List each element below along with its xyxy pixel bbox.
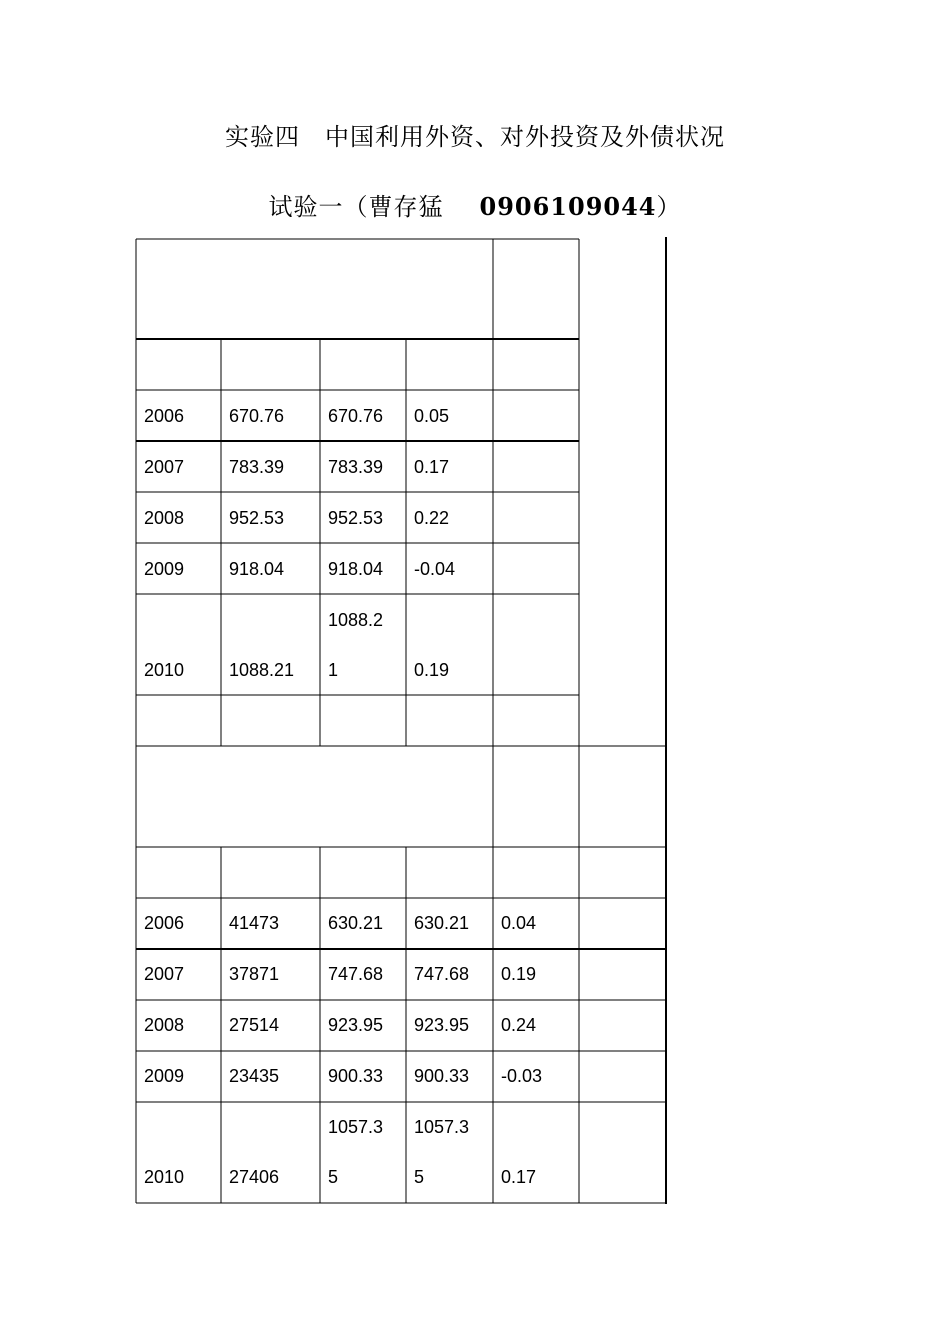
- growth-cell: 0.17: [501, 1167, 537, 1187]
- year-cell: 2010: [144, 660, 185, 680]
- year-cell: 2009: [144, 559, 185, 579]
- value-cell: 37871: [229, 964, 280, 984]
- growth-cell: 0.19: [414, 660, 450, 680]
- value-cell: 41473: [229, 913, 280, 933]
- student-id: 0906109044: [479, 192, 657, 221]
- value-cell: 670.76: [229, 406, 285, 426]
- year-cell: 2007: [144, 964, 185, 984]
- year-cell: 2009: [144, 1066, 185, 1086]
- value-cell-wrap-1: 1057.3: [414, 1117, 470, 1137]
- growth-cell: -0.03: [501, 1066, 543, 1086]
- value-cell: 918.04: [229, 559, 285, 579]
- value-cell: 923.95: [414, 1015, 470, 1035]
- growth-cell: 0.24: [501, 1015, 537, 1035]
- page-subtitle: [0, 187, 950, 222]
- value-cell: 783.39: [328, 457, 384, 477]
- value-cell: 952.53: [229, 508, 285, 528]
- growth-cell: 0.19: [501, 964, 537, 984]
- page-title: 实验四 中国利用外资、对外投资及外债状况: [225, 123, 725, 151]
- value-cell: 923.95: [328, 1015, 384, 1035]
- value-cell: 952.53: [328, 508, 384, 528]
- growth-cell: 0.22: [414, 508, 450, 528]
- year-cell: 2008: [144, 508, 185, 528]
- value-cell-wrap-2: 1: [328, 660, 339, 680]
- value-cell: 670.76: [328, 406, 384, 426]
- subtitle-prefix: 试验一（曹存猛: [268, 193, 444, 221]
- value-cell: 27514: [229, 1015, 280, 1035]
- value-cell: 747.68: [414, 964, 470, 984]
- value-cell: 630.21: [328, 913, 384, 933]
- growth-cell: 0.17: [414, 457, 450, 477]
- year-cell: 2006: [144, 913, 185, 933]
- value-cell: 900.33: [414, 1066, 470, 1086]
- value-cell: 630.21: [414, 913, 470, 933]
- value-cell: 27406: [229, 1167, 280, 1187]
- growth-cell: 0.05: [414, 406, 450, 426]
- year-cell: 2007: [144, 457, 185, 477]
- value-cell: 783.39: [229, 457, 285, 477]
- year-cell: 2010: [144, 1167, 185, 1187]
- value-cell: 900.33: [328, 1066, 384, 1086]
- value-cell: 747.68: [328, 964, 384, 984]
- year-cell: 2008: [144, 1015, 185, 1035]
- value-cell: 23435: [229, 1066, 280, 1086]
- subtitle-suffix: ）: [656, 193, 682, 221]
- year-cell: 2006: [144, 406, 185, 426]
- value-cell: 1088.21: [229, 660, 295, 680]
- value-cell-wrap-2: 5: [414, 1167, 425, 1187]
- value-cell-wrap-2: 5: [328, 1167, 339, 1187]
- value-cell-wrap-1: 1057.3: [328, 1117, 384, 1137]
- growth-cell: -0.04: [414, 559, 456, 579]
- value-cell-wrap-1: 1088.2: [328, 610, 384, 630]
- growth-cell: 0.04: [501, 913, 537, 933]
- value-cell: 918.04: [328, 559, 384, 579]
